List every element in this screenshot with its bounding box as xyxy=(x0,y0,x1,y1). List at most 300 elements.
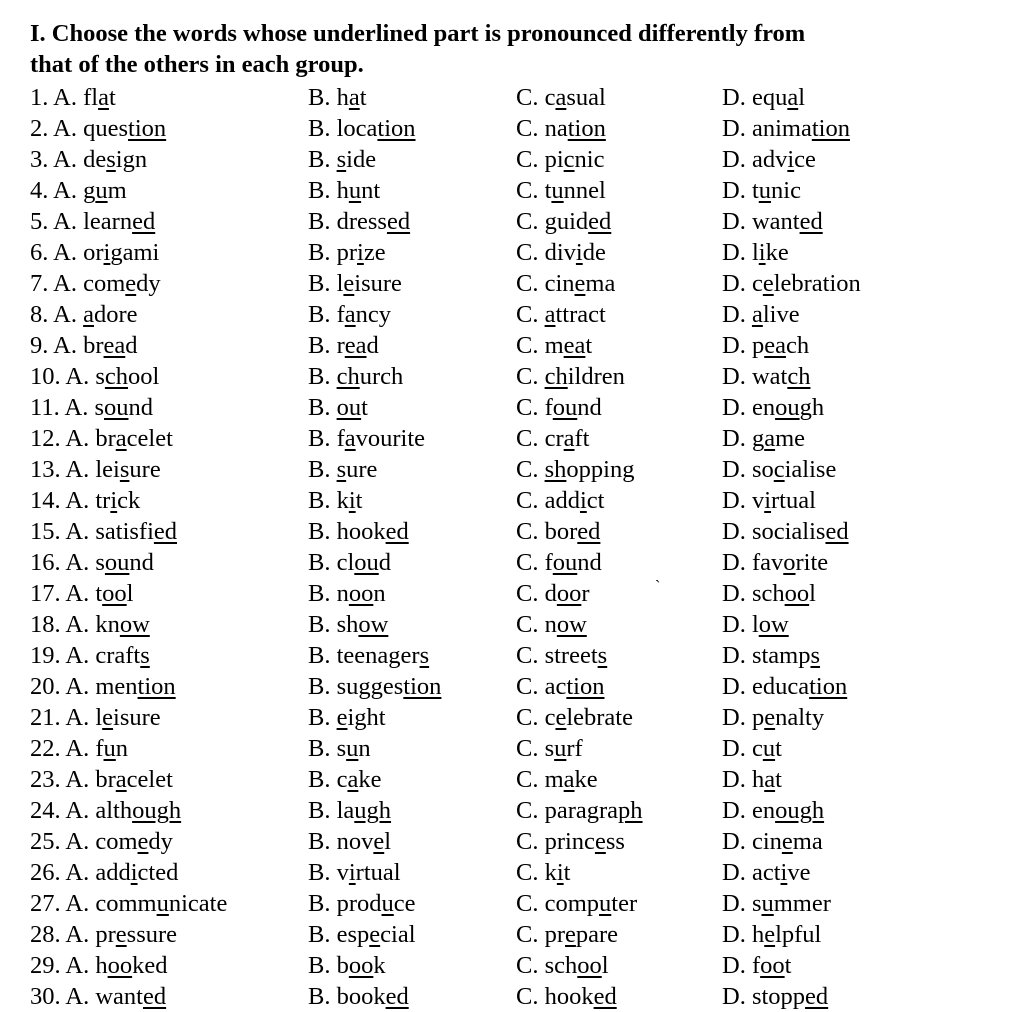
option-letter: C. xyxy=(516,704,545,731)
option-d xyxy=(722,175,801,206)
underlined-part: ou xyxy=(104,549,130,576)
option-letter: D. xyxy=(722,952,752,979)
underlined-part: i xyxy=(575,239,583,266)
option-letter: A. xyxy=(65,890,96,917)
option-letter: B. xyxy=(308,146,337,173)
underlined-part: a xyxy=(83,301,94,328)
underlined-part: ea xyxy=(563,332,586,359)
underlined-part: tion xyxy=(403,673,442,700)
option-letter: B. xyxy=(308,239,337,266)
underlined-part: u xyxy=(758,177,772,204)
option-c xyxy=(516,330,592,361)
word-suffix: live xyxy=(762,301,800,328)
word-prefix: cin xyxy=(544,270,575,297)
option-letter: A. xyxy=(65,487,96,514)
option-letter: C. xyxy=(516,518,545,545)
word-prefix: sh xyxy=(336,611,359,638)
word-suffix: nd xyxy=(129,549,154,576)
word-suffix: ign xyxy=(115,146,148,173)
option-d xyxy=(722,392,824,423)
underlined-part: ed xyxy=(142,983,167,1010)
option-letter: C. xyxy=(516,890,545,917)
option-letter: B. xyxy=(308,983,337,1010)
option-letter: C. xyxy=(516,177,545,204)
option-letter: D. xyxy=(722,518,752,545)
option-letter: D. xyxy=(722,301,752,328)
option-letter: A. xyxy=(65,797,96,824)
option-letter: C. xyxy=(516,580,545,607)
question-number: 1. xyxy=(30,84,54,111)
option-b xyxy=(308,609,388,640)
underlined-part: ou xyxy=(775,394,800,421)
word-prefix: hook xyxy=(336,518,386,545)
option-letter: B. xyxy=(308,735,337,762)
option-a xyxy=(30,423,173,454)
underlined-part: tion xyxy=(128,115,167,142)
option-a xyxy=(30,485,140,516)
option-b xyxy=(308,268,402,299)
question-row xyxy=(30,206,1010,237)
option-c xyxy=(516,113,606,144)
option-c xyxy=(516,578,590,609)
word-suffix: ight xyxy=(347,704,386,731)
word-suffix: ool xyxy=(128,363,160,390)
word-prefix: cl xyxy=(336,549,355,576)
word-prefix: pi xyxy=(544,146,564,173)
option-letter: B. xyxy=(308,642,337,669)
word-prefix: v xyxy=(336,859,349,886)
word-prefix: satisfi xyxy=(95,518,154,545)
option-letter: A. xyxy=(53,84,84,111)
underlined-part: tion xyxy=(566,673,605,700)
option-d xyxy=(722,640,820,671)
word-prefix: learn xyxy=(83,208,133,235)
underlined-part: u xyxy=(381,890,394,917)
option-b xyxy=(308,702,386,733)
underlined-part: s xyxy=(140,642,150,669)
underlined-part: a xyxy=(787,84,799,111)
option-letter: C. xyxy=(516,828,545,855)
question-number: 26. xyxy=(30,859,66,886)
word-suffix: urch xyxy=(359,363,404,390)
word-prefix: k xyxy=(336,487,349,514)
option-letter: B. xyxy=(308,952,337,979)
word-suffix: rtual xyxy=(355,859,401,886)
word-suffix: k xyxy=(373,952,386,979)
underlined-part: tion xyxy=(567,115,606,142)
word-suffix: nt xyxy=(361,177,381,204)
option-letter: D. xyxy=(722,487,752,514)
word-prefix: comp xyxy=(544,890,600,917)
option-letter: B. xyxy=(308,549,337,576)
option-d xyxy=(722,950,791,981)
option-letter: D. xyxy=(722,580,752,607)
option-d xyxy=(722,268,861,299)
underlined-part: a xyxy=(98,84,109,111)
question-number: 29. xyxy=(30,952,66,979)
word-prefix: h xyxy=(336,84,349,111)
word-suffix: celet xyxy=(126,766,173,793)
word-suffix: rtual xyxy=(771,487,816,514)
word-suffix: ke xyxy=(574,766,598,793)
option-letter: A. xyxy=(53,332,84,359)
option-c xyxy=(516,392,602,423)
underlined-part: u xyxy=(346,735,359,762)
option-b xyxy=(308,578,386,609)
word-suffix: ss xyxy=(605,828,625,855)
option-b xyxy=(308,82,367,113)
word-suffix: rf xyxy=(566,735,583,762)
underlined-part: u xyxy=(103,735,116,762)
option-a xyxy=(30,795,181,826)
option-letter: D. xyxy=(722,177,752,204)
underlined-part: e xyxy=(102,704,114,731)
word-suffix: nd xyxy=(128,394,153,421)
option-letter: A. xyxy=(65,673,96,700)
option-letter: B. xyxy=(308,828,337,855)
underlined-part: i xyxy=(556,859,564,886)
option-letter: D. xyxy=(722,208,752,235)
question-row xyxy=(30,299,1010,330)
option-a xyxy=(30,826,173,857)
question-number: 15. xyxy=(30,518,66,545)
underlined-part: oo xyxy=(556,580,582,607)
word-suffix: d xyxy=(366,332,379,359)
heading-line-1: I. Choose the words whose underlined part is pronounced differently from xyxy=(30,20,806,47)
word-prefix: s xyxy=(751,890,762,917)
option-letter: D. xyxy=(722,115,752,142)
question-row xyxy=(30,795,1010,826)
option-b xyxy=(308,733,371,764)
option-letter: C. xyxy=(516,859,545,886)
option-a xyxy=(30,237,159,268)
option-d xyxy=(722,361,810,392)
word-prefix: act xyxy=(751,859,781,886)
word-prefix: br xyxy=(83,332,104,359)
option-letter: C. xyxy=(516,270,545,297)
option-a xyxy=(30,175,127,206)
word-suffix: rite xyxy=(795,549,829,576)
underlined-part: i xyxy=(579,487,587,514)
option-d xyxy=(722,702,824,733)
option-letter: D. xyxy=(722,828,752,855)
word-prefix: add xyxy=(95,859,131,886)
option-letter: A. xyxy=(64,394,95,421)
word-suffix: ke xyxy=(358,766,382,793)
option-b xyxy=(308,299,391,330)
option-letter: D. xyxy=(722,611,752,638)
question-number: 9. xyxy=(30,332,54,359)
word-prefix: en xyxy=(751,394,776,421)
option-b xyxy=(308,454,377,485)
option-c xyxy=(516,640,607,671)
option-letter: A. xyxy=(65,642,96,669)
underlined-part: ou xyxy=(336,394,362,421)
option-letter: B. xyxy=(308,363,337,390)
option-letter: A. xyxy=(53,208,84,235)
question-row xyxy=(30,237,1010,268)
option-b xyxy=(308,361,403,392)
word-prefix: p xyxy=(751,332,765,359)
underlined-part: ed xyxy=(386,208,411,235)
option-c xyxy=(516,516,600,547)
underlined-part: e xyxy=(574,270,586,297)
underlined-part: a xyxy=(347,766,359,793)
word-prefix: g xyxy=(83,177,96,204)
option-letter: A. xyxy=(65,580,96,607)
word-prefix: or xyxy=(83,239,104,266)
underlined-part: u xyxy=(156,890,169,917)
underlined-part: e xyxy=(369,921,381,948)
option-letter: B. xyxy=(308,580,337,607)
question-number: 14. xyxy=(30,487,66,514)
underlined-part: e xyxy=(343,270,355,297)
option-letter: B. xyxy=(308,332,337,359)
option-letter: C. xyxy=(516,115,545,142)
option-a xyxy=(30,733,128,764)
option-b xyxy=(308,237,386,268)
question-number: 13. xyxy=(30,456,66,483)
option-letter: B. xyxy=(308,797,337,824)
underlined-part: a xyxy=(563,425,575,452)
question-number: 22. xyxy=(30,735,66,762)
word-prefix: comm xyxy=(95,890,157,917)
option-b xyxy=(308,516,409,547)
option-letter: B. xyxy=(308,425,337,452)
option-letter: A. xyxy=(65,921,96,948)
question-number: 12. xyxy=(30,425,66,452)
word-prefix: t xyxy=(751,177,759,204)
option-c xyxy=(516,299,606,330)
word-prefix: want xyxy=(95,983,143,1010)
word-suffix: lebration xyxy=(773,270,861,297)
option-c xyxy=(516,764,598,795)
option-c xyxy=(516,857,570,888)
word-prefix: f xyxy=(751,952,761,979)
underlined-part: a xyxy=(544,301,556,328)
option-letter: A. xyxy=(65,983,96,1010)
word-prefix: f xyxy=(544,394,553,421)
word-suffix: ck xyxy=(117,487,141,514)
word-suffix: celet xyxy=(126,425,173,452)
word-prefix: m xyxy=(544,766,564,793)
question-row xyxy=(30,578,1010,609)
word-prefix: hook xyxy=(544,983,594,1010)
word-suffix: ma xyxy=(792,828,823,855)
option-letter: B. xyxy=(308,456,337,483)
option-d xyxy=(722,82,805,113)
word-prefix: fl xyxy=(83,84,99,111)
option-letter: C. xyxy=(516,394,545,421)
word-prefix: cin xyxy=(751,828,782,855)
option-letter: D. xyxy=(722,921,752,948)
underlined-part: i xyxy=(110,487,118,514)
word-suffix: m xyxy=(107,177,127,204)
option-a xyxy=(30,609,150,640)
option-c xyxy=(516,981,617,1012)
underlined-part: u xyxy=(599,890,612,917)
word-suffix: nd xyxy=(577,394,602,421)
option-b xyxy=(308,888,416,919)
word-prefix: com xyxy=(83,270,126,297)
option-letter: B. xyxy=(308,921,337,948)
word-suffix: ide xyxy=(346,146,377,173)
word-prefix: c xyxy=(336,766,348,793)
option-b xyxy=(308,175,380,206)
word-prefix: s xyxy=(95,549,105,576)
word-prefix: c xyxy=(544,704,556,731)
option-a xyxy=(30,888,227,919)
underlined-part: ou xyxy=(552,549,578,576)
option-letter: B. xyxy=(308,859,337,886)
question-row xyxy=(30,950,1010,981)
option-letter: C. xyxy=(516,766,545,793)
word-prefix: f xyxy=(336,425,345,452)
word-prefix: g xyxy=(751,425,765,452)
question-row xyxy=(30,826,1010,857)
underlined-part: tion xyxy=(811,115,850,142)
word-suffix: t xyxy=(775,766,782,793)
word-prefix: cr xyxy=(544,425,564,452)
underlined-part: u xyxy=(761,890,774,917)
word-suffix: nicate xyxy=(168,890,228,917)
option-a xyxy=(30,981,166,1012)
question-number: 25. xyxy=(30,828,66,855)
option-letter: B. xyxy=(308,84,337,111)
option-letter: C. xyxy=(516,921,545,948)
word-prefix: l xyxy=(751,611,759,638)
word-suffix: ure xyxy=(346,456,378,483)
underlined-part: e xyxy=(555,704,567,731)
question-number: 3. xyxy=(30,146,54,173)
question-number: 30. xyxy=(30,983,66,1010)
underlined-part: e xyxy=(764,704,776,731)
word-suffix: ialise xyxy=(784,456,837,483)
question-number: 16. xyxy=(30,549,66,576)
option-b xyxy=(308,547,391,578)
option-letter: C. xyxy=(516,425,545,452)
option-letter: B. xyxy=(308,270,337,297)
word-suffix: t xyxy=(361,394,368,421)
option-letter: A. xyxy=(65,425,96,452)
option-b xyxy=(308,144,376,175)
word-prefix: pr xyxy=(95,921,116,948)
underlined-part: oo xyxy=(784,580,810,607)
word-suffix: nnel xyxy=(563,177,606,204)
option-c xyxy=(516,423,589,454)
word-prefix: anima xyxy=(751,115,812,142)
option-letter: A. xyxy=(53,239,84,266)
underlined-part: ed xyxy=(805,983,829,1010)
word-suffix: l xyxy=(798,84,806,111)
word-prefix: socialis xyxy=(751,518,826,545)
word-prefix: h xyxy=(95,952,108,979)
option-letter: B. xyxy=(308,890,337,917)
option-d xyxy=(722,330,809,361)
option-c xyxy=(516,485,604,516)
option-b xyxy=(308,423,425,454)
option-letter: B. xyxy=(308,673,337,700)
option-letter: A. xyxy=(53,177,84,204)
word-prefix: guid xyxy=(544,208,589,235)
question-number: 5. xyxy=(30,208,54,235)
option-d xyxy=(722,454,836,485)
option-letter: A. xyxy=(53,146,84,173)
option-c xyxy=(516,361,625,392)
word-prefix: loca xyxy=(336,115,378,142)
word-suffix: me xyxy=(775,425,806,452)
word-prefix: de xyxy=(83,146,107,173)
word-prefix: en xyxy=(751,797,776,824)
option-letter: A. xyxy=(65,828,96,855)
word-prefix: s xyxy=(544,735,555,762)
word-prefix: princ xyxy=(544,828,595,855)
underlined-part: ed xyxy=(799,208,823,235)
underlined-part: oo xyxy=(107,952,133,979)
word-suffix: ft xyxy=(574,425,590,452)
word-prefix: stamp xyxy=(751,642,811,669)
word-prefix: s xyxy=(336,735,347,762)
underlined-part: u xyxy=(95,177,108,204)
question-number: 7. xyxy=(30,270,54,297)
word-suffix: de xyxy=(582,239,606,266)
option-letter: C. xyxy=(516,611,545,638)
underlined-part: ow xyxy=(358,611,389,638)
word-prefix: d xyxy=(544,580,557,607)
underlined-part: a xyxy=(751,301,763,328)
option-letter: D. xyxy=(722,797,752,824)
word-prefix: la xyxy=(336,797,355,824)
option-b xyxy=(308,206,410,237)
word-suffix: nic xyxy=(771,177,801,204)
option-letter: C. xyxy=(516,363,545,390)
option-c xyxy=(516,206,611,237)
question-row xyxy=(30,361,1010,392)
underlined-part: ed xyxy=(577,518,601,545)
option-letter: C. xyxy=(516,797,545,824)
option-c xyxy=(516,888,637,919)
option-letter: B. xyxy=(308,611,337,638)
word-prefix: prod xyxy=(336,890,382,917)
option-letter: C. xyxy=(516,456,545,483)
underlined-part: c xyxy=(773,456,785,483)
question-number: 2. xyxy=(30,115,54,142)
option-b xyxy=(308,764,381,795)
option-letter: D. xyxy=(722,425,752,452)
underlined-part: a xyxy=(344,425,356,452)
word-prefix: t xyxy=(544,177,552,204)
option-letter: C. xyxy=(516,735,545,762)
word-suffix: cial xyxy=(380,921,416,948)
question-row xyxy=(30,888,1010,919)
underlined-part: e xyxy=(764,921,776,948)
option-d xyxy=(722,764,782,795)
option-a xyxy=(30,702,161,733)
option-letter: A. xyxy=(65,952,96,979)
option-d xyxy=(722,981,828,1012)
option-c xyxy=(516,175,606,206)
word-prefix: f xyxy=(336,301,345,328)
option-letter: D. xyxy=(722,859,752,886)
word-prefix: lei xyxy=(95,456,120,483)
underlined-part: i xyxy=(348,487,356,514)
option-d xyxy=(722,206,823,237)
option-c xyxy=(516,919,618,950)
option-letter: A. xyxy=(65,518,96,545)
word-prefix: l xyxy=(751,239,759,266)
option-d xyxy=(722,237,789,268)
option-a xyxy=(30,578,133,609)
